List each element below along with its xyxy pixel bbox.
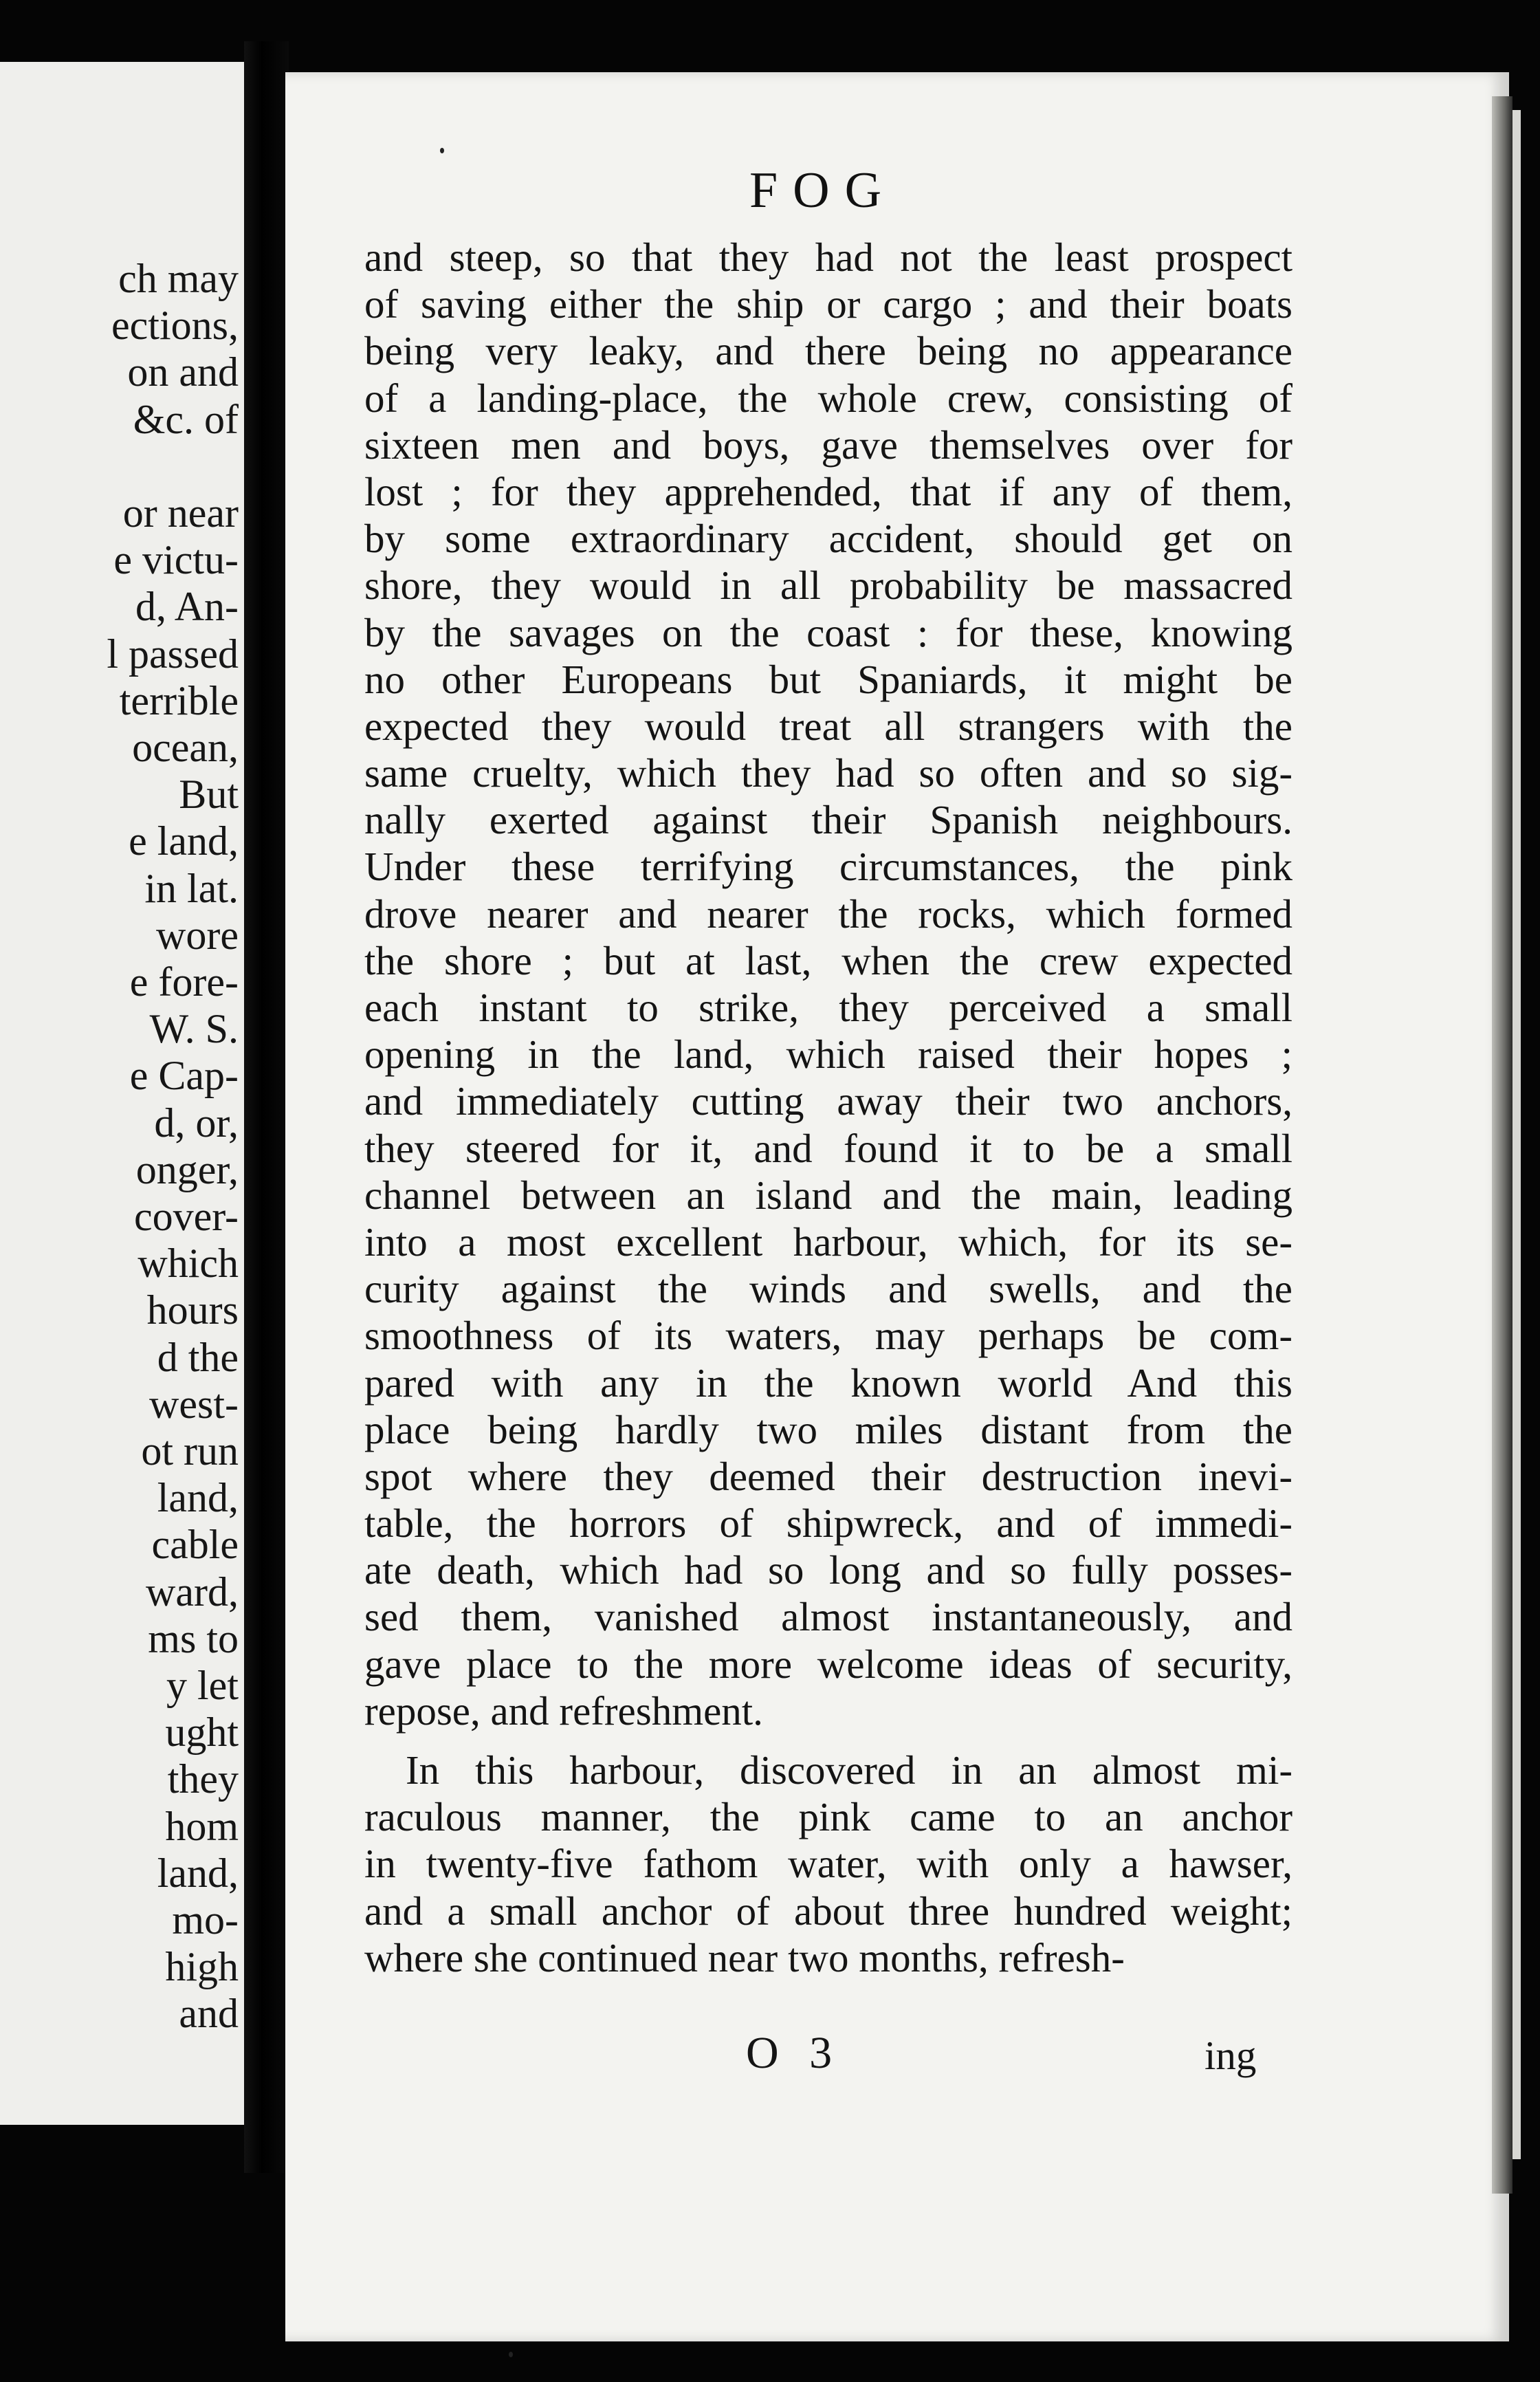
text-line: place being hardly two miles distant from the xyxy=(364,1406,1292,1452)
text-line: they steered for it, and found it to be a small xyxy=(364,1125,1292,1171)
text-line: In this harbour, discovered in an almost mi- xyxy=(406,1747,1292,1793)
text-line: and steep, so that they had not the least prospect xyxy=(364,234,1292,280)
left-page-line: ught xyxy=(165,1709,239,1756)
text-line: same cruelty, which they had so often and so sig- xyxy=(364,750,1292,796)
text-line: the shore ; but at last, when the crew expected xyxy=(364,937,1292,983)
text-line: table, the horrors of shipwreck, and of immedi- xyxy=(364,1500,1292,1547)
left-page-line: cable xyxy=(151,1522,239,1568)
text-line: ate death, which had so long and so fully posses- xyxy=(364,1547,1292,1593)
signature-mark: O 3 xyxy=(746,2028,842,2078)
left-page-line: W. S. xyxy=(149,1006,239,1052)
previous-page-fragment xyxy=(0,62,244,2125)
left-page-line: on and xyxy=(127,349,239,395)
text-line: by some extraordinary accident, should get on xyxy=(364,516,1292,562)
left-page-line: l passed xyxy=(107,631,239,677)
page-edge-strip xyxy=(1512,110,1521,2159)
text-line: shore, they would in all probability be massacred xyxy=(364,562,1292,609)
text-line: where she continued near two months, refresh- xyxy=(364,1934,1125,1980)
left-page-line: e land, xyxy=(129,818,239,864)
left-page-line: west- xyxy=(149,1381,239,1427)
left-page-line: and xyxy=(179,1991,239,2037)
text-line: in twenty-five fathom water, with only a hawser, xyxy=(364,1841,1292,1887)
text-line: expected they would treat all strangers with the xyxy=(364,703,1292,749)
text-line: by the savages on the coast : for these, knowing xyxy=(364,609,1292,655)
text-line: pared with any in the known world And this xyxy=(364,1359,1292,1406)
text-line: smoothness of its waters, may perhaps be com- xyxy=(364,1313,1292,1359)
body-text xyxy=(364,234,1292,1981)
left-page-line: ot run xyxy=(141,1428,239,1474)
text-line: drove nearer and nearer the rocks, which formed xyxy=(364,890,1292,937)
left-page-line: d the xyxy=(157,1334,239,1380)
left-page-line: cover- xyxy=(133,1194,239,1239)
left-page-line: hours xyxy=(146,1287,239,1333)
left-page-line: ocean, xyxy=(132,725,239,770)
text-line: being very leaky, and there being no appearance xyxy=(364,328,1292,374)
text-line: nally exerted against their Spanish neighbours. xyxy=(364,797,1292,843)
text-line: no other Europeans but Spaniards, it might be xyxy=(364,656,1292,702)
text-line: Under these terrifying circumstances, the pink xyxy=(364,844,1292,890)
text-line: spot where they deemed their destruction inevi- xyxy=(364,1453,1292,1499)
left-page-line: high xyxy=(165,1944,239,1990)
paragraph-gap xyxy=(364,1734,1292,1747)
left-page-line: land, xyxy=(157,1475,239,1521)
text-line: channel between an island and the main, leading xyxy=(364,1172,1292,1218)
left-page-line: ections, xyxy=(111,303,239,349)
text-line: sed them, vanished almost instantaneously, and xyxy=(364,1594,1292,1640)
text-line: sixteen men and boys, gave themselves over for xyxy=(364,422,1292,468)
page-edge xyxy=(1492,96,1512,2194)
left-page-line: onger, xyxy=(135,1146,239,1192)
text-line: curity against the winds and swells, and the xyxy=(364,1266,1292,1312)
left-page-line: e fore- xyxy=(129,959,239,1005)
left-page-line: &c. of xyxy=(133,396,239,442)
gutter-shadow xyxy=(244,41,289,2173)
left-page-line: mo- xyxy=(172,1897,239,1943)
text-line: of saving either the ship or cargo ; and their boats xyxy=(364,281,1292,327)
left-page-line: e victu- xyxy=(113,537,239,583)
text-line: each instant to strike, they perceived a small xyxy=(364,985,1292,1030)
left-page-line: hom xyxy=(165,1803,239,1849)
left-page-line: d, An- xyxy=(135,584,239,630)
left-page-line: But xyxy=(179,772,239,818)
left-page-line: terrible xyxy=(119,677,239,723)
left-page-line: ward, xyxy=(146,1569,239,1615)
running-head: FOG xyxy=(749,162,897,219)
text-line: lost ; for they apprehended, that if any of them, xyxy=(364,468,1292,514)
text-line: of a landing-place, the whole crew, consisting of xyxy=(364,375,1292,421)
left-page-line: y let xyxy=(166,1663,239,1708)
left-page-line: or near xyxy=(122,490,239,536)
ink-speck xyxy=(440,148,444,153)
left-page-line: e Cap- xyxy=(129,1053,239,1099)
left-page-line: ms to xyxy=(148,1615,239,1661)
text-line: repose, and refreshment. xyxy=(364,1687,763,1734)
left-page-line: d, or, xyxy=(154,1100,239,1146)
left-page-line: land, xyxy=(157,1850,239,1896)
text-line: gave place to the more welcome ideas of security, xyxy=(364,1641,1292,1687)
left-page-line: in lat. xyxy=(144,865,239,911)
text-line: opening in the land, which raised their hopes ; xyxy=(364,1031,1292,1078)
text-line: raculous manner, the pink came to an anchor xyxy=(364,1794,1292,1840)
text-line: and immediately cutting away their two anchors, xyxy=(364,1078,1292,1124)
left-page-line: which xyxy=(138,1241,239,1287)
text-line: into a most excellent harbour, which, for its se- xyxy=(364,1219,1292,1265)
text-line: and a small anchor of about three hundred weight; xyxy=(364,1888,1292,1934)
ink-speck xyxy=(509,2352,513,2357)
left-page-line: ch may xyxy=(118,256,239,301)
left-page-line: they xyxy=(167,1756,239,1802)
left-page-line: wore xyxy=(156,912,239,958)
catchword: ing xyxy=(1204,2033,1257,2078)
